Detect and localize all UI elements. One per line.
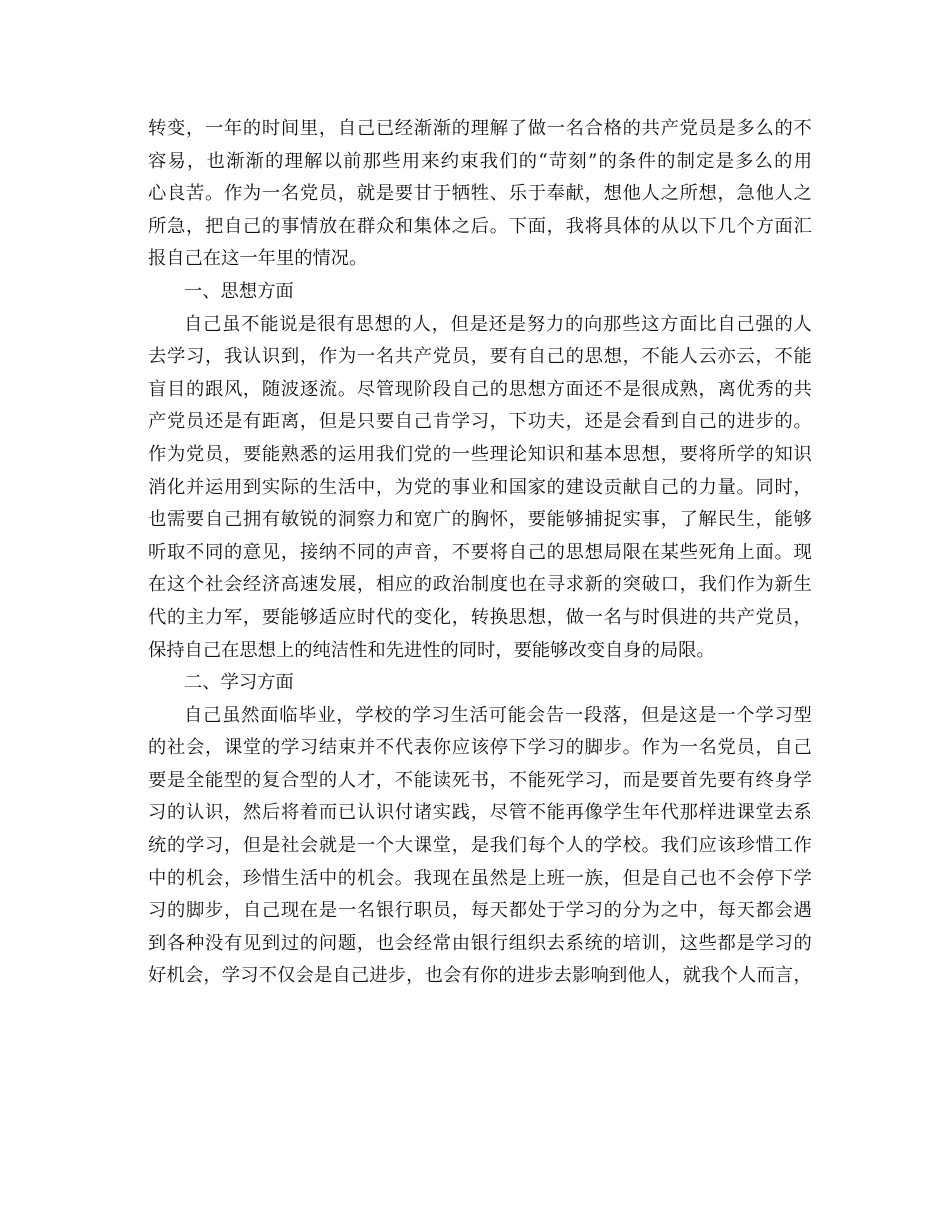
text-line: 习 的 认 识 ， 然 后 将 着 而 已 认 识 付 诸 实 践 ， 尽 管 不 能 再 像 学 生 年 代 那 样 进 课 堂 去 系 (148, 802, 812, 824)
text-line: 听 取 不 同 的 意 见 ， 接 纳 不 同 的 声 音 ， 不 要 将 自 己 的 思 想 局 限 在 某 些 死 角 上 面 。 现 (148, 541, 812, 563)
text-line: 保持自己在思想上的纯洁性和先进性的同时，要能够改变自身的局限。 (148, 639, 715, 661)
document-body (148, 113, 812, 993)
text-line: 统 的 学 习 ， 但 是 社 会 就 是 一 个 大 课 堂 ， 是 我 们 每 个 人 的 学 校 。 我 们 应 该 珍 惜 工 作 (148, 835, 812, 857)
text-line: 报自己在这一年里的情况。 (148, 248, 368, 270)
text-line: 产 党 员 还 是 有 距 离 ， 但 是 只 要 自 己 肯 学 习 ， 下 功 夫 ， 还 是 会 看 到 自 己 的 进 步 的 。 (148, 411, 812, 433)
text-line: 习 的 脚 步 ， 自 己 现 在 是 一 名 银 行 职 员 ， 每 天 都 处 于 学 习 的 分 为 之 中 ， 每 天 都 会 遇 (148, 900, 812, 922)
text-line: 作 为 党 员 ， 要 能 熟 悉 的 运 用 我 们 党 的 一 些 理 论 知 识 和 基 本 思 想 ， 要 将 所 学 的 知 识 (148, 443, 812, 465)
text-line: 心 良 苦 。 作 为 一 名 党 员 ， 就 是 要 甘 于 牺 牲 、 乐 于 奉 献 ， 想 他 人 之 所 想 ， 急 他 人 之 (148, 183, 812, 205)
text-line: 代 的 主 力 军 ， 要 能 够 适 应 时 代 的 变 化 ， 转 换 思 想 ， 做 一 名 与 时 俱 进 的 共 产 党 员 ， (148, 606, 812, 628)
text-line: 好 机 会 ， 学 习 不 仅 会 是 自 己 进 步 ， 也 会 有 你 的 进 步 去 影 响 到 他 人 ， 就 我 个 人 而 言 ， (148, 965, 812, 987)
section-heading: 二、学习方面 (184, 672, 294, 694)
text-line: 自 己 虽 不 能 说 是 很 有 思 想 的 人 ， 但 是 还 是 努 力 的 向 那 些 这 方 面 比 自 己 强 的 人 (184, 313, 812, 335)
text-line: 的 社 会 ， 课 堂 的 学 习 结 束 并 不 代 表 你 应 该 停 下 学 习 的 脚 步 。 作 为 一 名 党 员 ， 自 己 (148, 737, 812, 759)
text-line: 所 急 ， 把 自 己 的 事 情 放 在 群 众 和 集 体 之 后 。 下 面 ， 我 将 具 体 的 从 以 下 几 个 方 面 汇 (148, 215, 812, 237)
text-line: 容 易 ， 也 渐 渐 的 理 解 以 前 那 些 用 来 约 束 我 们 的 “ 苛 刻 ” 的 条 件 的 制 定 是 多 么 的 用 (148, 150, 812, 172)
text-line: 消 化 并 运 用 到 实 际 的 生 活 中 ， 为 党 的 事 业 和 国 家 的 建 设 贡 献 自 己 的 力 量 。 同 时 ， (148, 476, 812, 498)
text-line: 也 需 要 自 己 拥 有 敏 锐 的 洞 察 力 和 宽 广 的 胸 怀 ， 要 能 够 捕 捉 实 事 ， 了 解 民 生 ， 能 够 (148, 509, 812, 531)
text-line: 去 学 习 ， 我 认 识 到 ， 作 为 一 名 共 产 党 员 ， 要 有 自 己 的 思 想 ， 不 能 人 云 亦 云 ， 不 能 (148, 346, 812, 368)
section-heading: 一、思想方面 (184, 280, 294, 302)
text-line: 在 这 个 社 会 经 济 高 速 发 展 ， 相 应 的 政 治 制 度 也 在 寻 求 新 的 突 破 口 ， 我 们 作 为 新 生 (148, 574, 812, 596)
text-line: 转 变 ， 一 年 的 时 间 里 ， 自 己 已 经 渐 渐 的 理 解 了 做 一 名 合 格 的 共 产 党 员 是 多 么 的 不 (148, 118, 812, 139)
text-line: 盲 目 的 跟 风 ， 随 波 逐 流 。 尽 管 现 阶 段 自 己 的 思 想 方 面 还 不 是 很 成 熟 ， 离 优 秀 的 共 (148, 378, 812, 400)
text-line: 到 各 种 没 有 见 到 过 的 问 题 ， 也 会 经 常 由 银 行 组 织 去 系 统 的 培 训 ， 这 些 都 是 学 习 的 (148, 932, 812, 954)
text-line: 自 己 虽 然 面 临 毕 业 ， 学 校 的 学 习 生 活 可 能 会 告 一 段 落 ， 但 是 这 是 一 个 学 习 型 (184, 704, 812, 726)
text-line: 要 是 全 能 型 的 复 合 型 的 人 才 ， 不 能 读 死 书 ， 不 能 死 学 习 ， 而 是 要 首 先 要 有 终 身 学 (148, 769, 812, 791)
text-line: 中 的 机 会 ， 珍 惜 生 活 中 的 机 会 。 我 现 在 虽 然 是 上 班 一 族 ， 但 是 自 己 也 不 会 停 下 学 (148, 867, 812, 889)
